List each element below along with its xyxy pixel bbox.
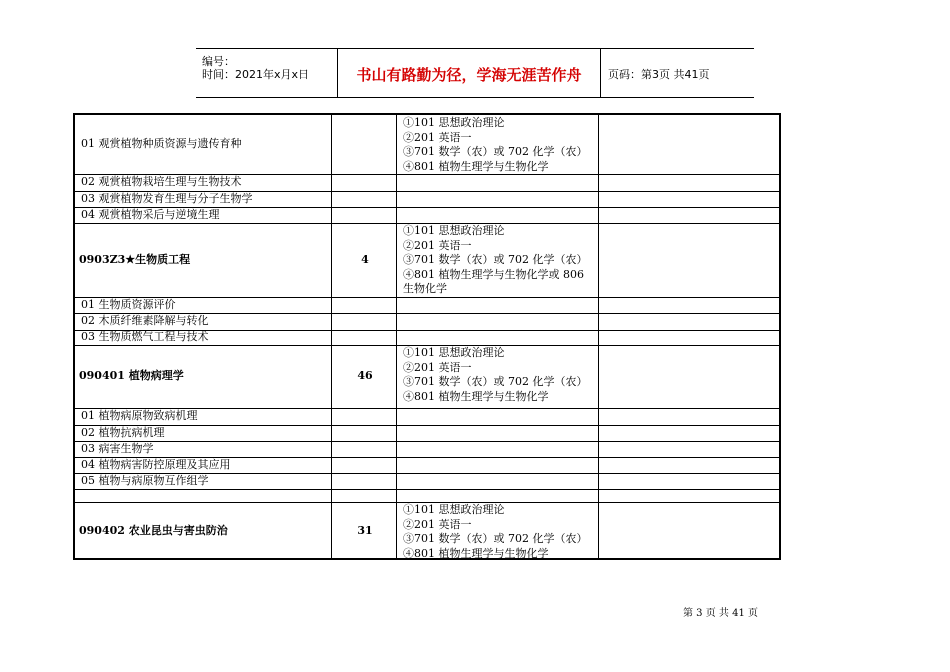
program-name: 090402 农业昆虫与害虫防治 (79, 524, 228, 537)
exam-subject-line: ①101 思想政治理论 (403, 224, 505, 237)
exam-subject-line: ②201 英语一 (403, 238, 472, 252)
table-row (75, 191, 779, 207)
exam-subject-line: ②201 英语一 (403, 517, 472, 531)
table-row (75, 345, 779, 408)
exam-subjects (403, 503, 587, 561)
exam-subject-line: ④801 植物生理学与生物化学 (403, 546, 549, 560)
program-name: 03 生物质燃气工程与技术 (81, 330, 209, 343)
program-name: 090401 植物病理学 (79, 369, 184, 382)
table-row (75, 115, 779, 174)
code-label: 编号： (202, 55, 235, 68)
table-row (75, 207, 779, 223)
exam-subject-line: ①101 思想政治理论 (403, 116, 505, 129)
enrollment-count: 31 (357, 524, 373, 537)
page-header (196, 48, 754, 98)
table-row (75, 473, 779, 489)
exam-subject-line: ②201 英语一 (403, 130, 472, 144)
program-name: 0903Z3★生物质工程 (79, 253, 191, 266)
program-name: 01 生物质资源评价 (81, 298, 176, 311)
table-row (75, 174, 779, 191)
table-row (75, 457, 779, 473)
exam-subject-line: ②201 英语一 (403, 360, 472, 374)
exam-subject-line: ④801 植物生理学与生物化学或 806 (403, 267, 584, 281)
enrollment-count: 46 (357, 369, 373, 382)
table-row (75, 408, 779, 425)
table-row (75, 441, 779, 457)
time-label: 时间：2021年x月x日 (202, 68, 310, 81)
exam-subject-line: ④801 植物生理学与生物化学 (403, 389, 549, 403)
table-row (75, 223, 779, 297)
table-row (75, 313, 779, 330)
exam-subject-line: ③701 数学（农）或 702 化学（农） (403, 253, 588, 266)
program-name: 01 观赏植物种质资源与遗传育种 (81, 137, 242, 150)
program-name: 02 观赏植物栽培生理与生物技术 (81, 175, 242, 188)
exam-subject-line: ③701 数学（农）或 702 化学（农） (403, 532, 588, 545)
catalog-table (73, 113, 781, 560)
program-name: 03 病害生物学 (81, 442, 154, 455)
table-row (75, 330, 779, 345)
table-row (75, 489, 779, 502)
exam-subjects (403, 224, 587, 297)
exam-subject-line: ①101 思想政治理论 (403, 346, 505, 359)
header-meta-cell (196, 49, 338, 97)
enrollment-count: 4 (361, 253, 369, 266)
table-row (75, 502, 779, 560)
table-row (75, 425, 779, 441)
header-page-cell (601, 49, 754, 97)
table-row (75, 297, 779, 313)
exam-subject-line: ④801 植物生理学与生物化学 (403, 159, 549, 173)
exam-subject-line: 生物化学 (403, 282, 447, 295)
exam-subjects (403, 116, 587, 174)
program-name: 01 植物病原物致病机理 (81, 409, 198, 422)
program-name: 05 植物与病原物互作组学 (81, 474, 209, 487)
exam-subject-line: ①101 思想政治理论 (403, 503, 505, 516)
exam-subject-line: ③701 数学（农）或 702 化学（农） (403, 375, 588, 388)
exam-subjects (403, 346, 587, 404)
program-name: 04 观赏植物采后与逆境生理 (81, 208, 220, 221)
exam-subject-line: ③701 数学（农）或 702 化学（农） (403, 145, 588, 158)
program-name: 02 植物抗病机理 (81, 426, 165, 439)
page-footer: 第 3 页 共 41 页 (683, 608, 758, 619)
header-motto-cell (338, 49, 601, 97)
program-name: 03 观赏植物发育生理与分子生物学 (81, 192, 253, 205)
page-label: 页码：第3页 共41页 (608, 68, 710, 81)
program-name: 04 植物病害防控原理及其应用 (81, 458, 231, 471)
motto: 书山有路勤为径，学海无涯苦作舟 (356, 66, 582, 84)
program-name: 02 木质纤维素降解与转化 (81, 314, 209, 327)
